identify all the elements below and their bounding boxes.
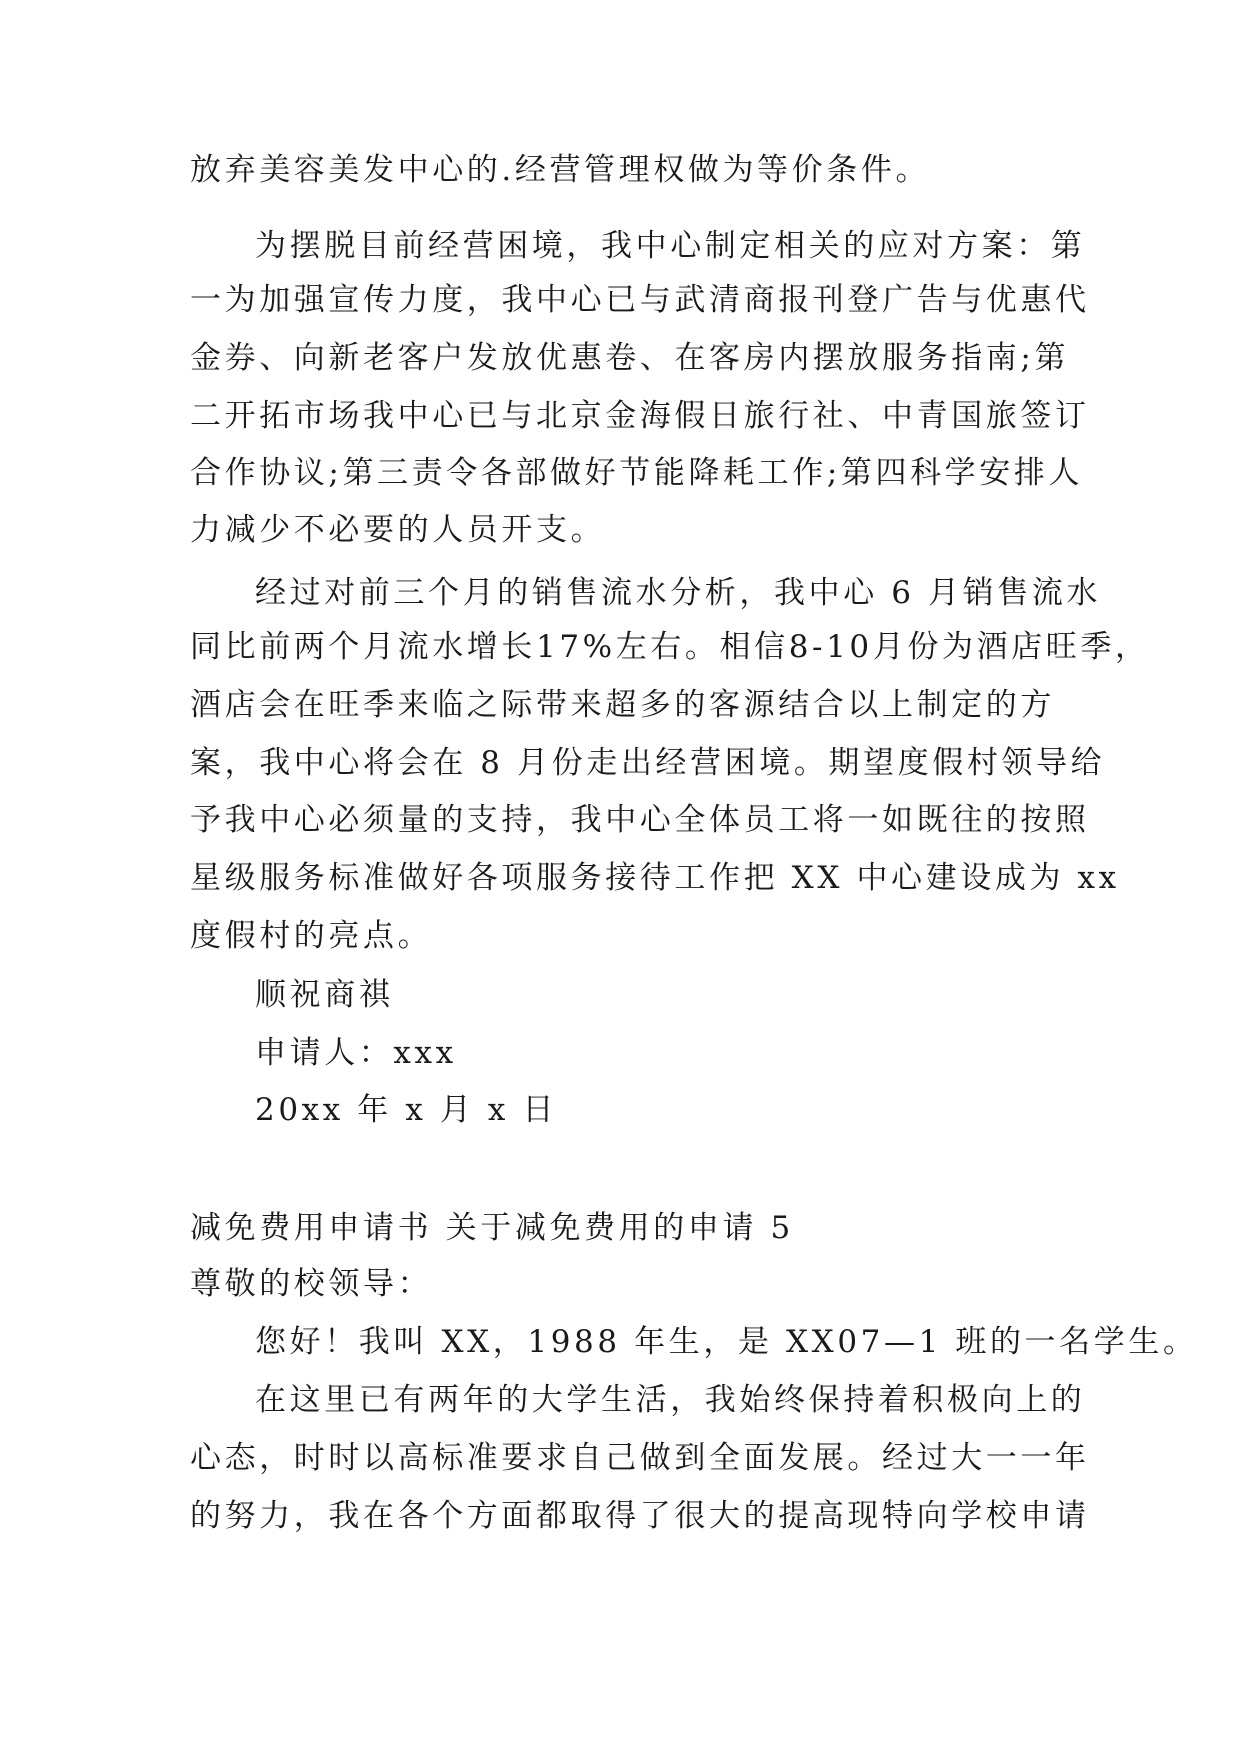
text-line: 二开拓市场我中心已与北京金海假日旅行社、中青国旅签订 [190, 398, 1090, 434]
paragraph-line: 为摆脱目前经营困境，我中心制定相关的应对方案：第 [255, 228, 1086, 264]
salutation: 尊敬的校领导： [190, 1266, 433, 1302]
text-line: 合作协议;第三责令各部做好节能降耗工作;第四科学安排人 [190, 455, 1084, 491]
text-line: 放弃美容美发中心的.经营管理权做为等价条件。 [190, 152, 931, 188]
applicant-line: 申请人：xxx [255, 1035, 457, 1071]
text-line: 一为加强宣传力度，我中心已与武清商报刊登广告与优惠代 [190, 282, 1090, 318]
text-line: 予我中心必须量的支持，我中心全体员工将一如既往的按照 [190, 802, 1090, 838]
text-line: 金券、向新老客户发放优惠卷、在客房内摆放服务指南;第 [190, 340, 1070, 376]
section-title: 减免费用申请书 关于减免费用的申请 5 [190, 1210, 794, 1246]
text-line: 酒店会在旺季来临之际带来超多的客源结合以上制定的方 [190, 687, 1055, 723]
date-line: 20xx 年 x 月 x 日 [255, 1092, 558, 1128]
text-line: 同比前两个月流水增长17%左右。相信8-10月份为酒店旺季， [190, 629, 1150, 665]
paragraph-line: 您好！我叫 XX，1988 年生，是 XX07—1 班的一名学生。 [255, 1324, 1198, 1360]
text-line: 力减少不必要的人员开支。 [190, 512, 606, 548]
paragraph-line: 经过对前三个月的销售流水分析，我中心 6 月销售流水 [255, 575, 1102, 611]
text-line: 星级服务标准做好各项服务接待工作把 XX 中心建设成为 xx [190, 860, 1120, 896]
text-line: 案，我中心将会在 8 月份走出经营困境。期望度假村领导给 [190, 745, 1106, 781]
closing-line: 顺祝商祺 [255, 977, 394, 1013]
text-line: 心态，时时以高标准要求自己做到全面发展。经过大一一年 [190, 1440, 1090, 1476]
paragraph-line: 在这里已有两年的大学生活，我始终保持着积极向上的 [255, 1382, 1086, 1418]
text-line: 的努力，我在各个方面都取得了很大的提高现特向学校申请 [190, 1498, 1090, 1534]
text-line: 度假村的亮点。 [190, 918, 433, 954]
